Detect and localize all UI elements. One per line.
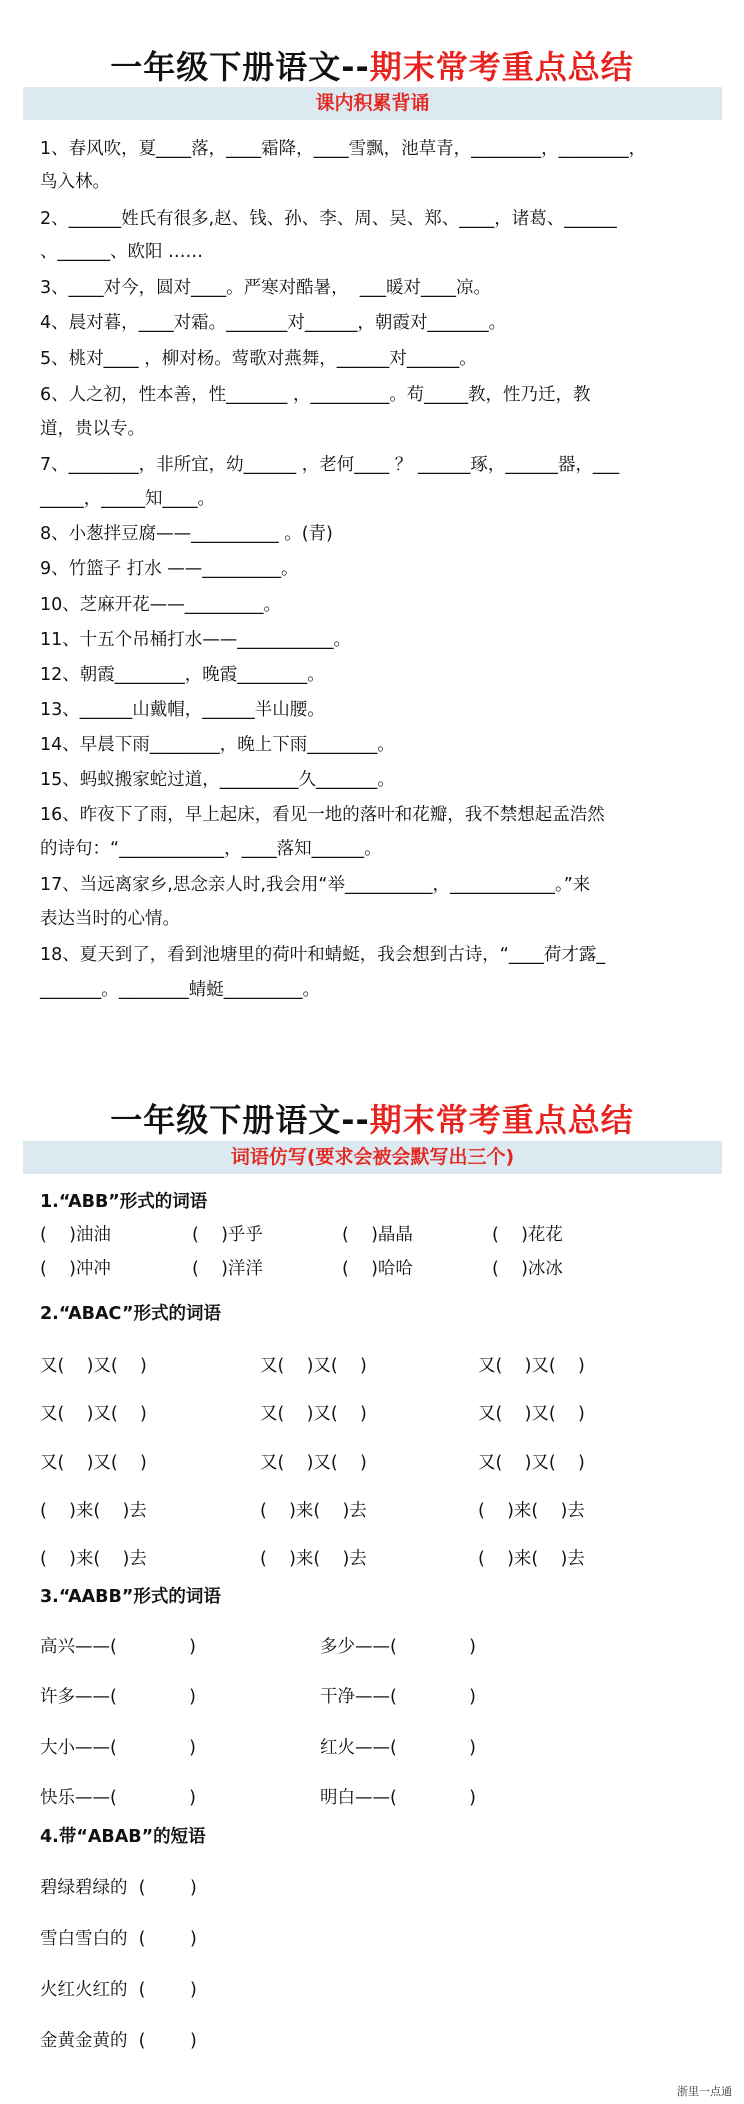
text-line: 5、桃对____ ，柳对杨。莺歌对燕舞，______对______。	[40, 349, 477, 369]
abb-item: ( )花花	[492, 1225, 563, 1245]
text-line: 表达当时的心情。	[40, 909, 180, 929]
text-line: 15、蚂蚁搬家蛇过道，_________久_______。	[40, 770, 395, 790]
abb-item: ( )冰冰	[492, 1259, 563, 1279]
footer-watermark: 浙里一点通	[677, 2085, 732, 2098]
abac-item: ( )来( )去	[40, 1501, 147, 1521]
abac-item: 又( )又( )	[478, 1404, 585, 1424]
aabb-item: 干净——( )	[320, 1687, 476, 1707]
title-black: 一年级下册语文--	[110, 1101, 370, 1139]
text-line: 4、晨对暮，____对霜。_______对______，朝霞对_______。	[40, 313, 507, 333]
abac-item: ( )来( )去	[478, 1549, 585, 1569]
abb-item: ( )洋洋	[192, 1259, 263, 1279]
abac-item: ( )来( )去	[40, 1549, 147, 1569]
aabb-item: 多少——( )	[320, 1637, 476, 1657]
aabb-item: 大小——( )	[40, 1738, 196, 1758]
aabb-item: 许多——( )	[40, 1687, 196, 1707]
text-line: 10、芝麻开花——_________。	[40, 595, 282, 615]
aabb-item: 快乐——( )	[40, 1788, 196, 1808]
text-line: 18、夏天到了，看到池塘里的荷叶和蜻蜓，我会想到古诗，“____荷才露_	[40, 945, 606, 965]
text-line: 9、竹篮子 打水 ——_________。	[40, 559, 299, 579]
text-line: 6、人之初，性本善，性_______ ，_________。苟_____教，性乃迁，教	[40, 385, 591, 405]
section-banner: 词语仿写(要求会被会默写出三个)	[23, 1141, 722, 1174]
abb-item: ( )晶晶	[342, 1225, 413, 1245]
abab-item: 碧绿碧绿的 ( )	[40, 1878, 197, 1898]
abac-item: ( )来( )去	[260, 1549, 367, 1569]
aabb-item: 红火——( )	[320, 1738, 476, 1758]
title-black: 一年级下册语文--	[110, 48, 370, 86]
abb-item: ( )哈哈	[342, 1259, 413, 1279]
abac-item: 又( )又( )	[478, 1356, 585, 1376]
text-line: 12、朝霞________，晚霞________。	[40, 665, 325, 685]
title-red: 期末常考重点总结	[369, 48, 634, 86]
page-title	[0, 1095, 744, 1141]
title-red: 期末常考重点总结	[369, 1101, 634, 1139]
abac-heading: 2.“ABAC”形式的词语	[40, 1304, 221, 1324]
abab-item: 金黄金黄的 ( )	[40, 2031, 197, 2051]
abb-item: ( )冲冲	[40, 1259, 111, 1279]
text-line: 道，贵以专。	[40, 419, 145, 439]
text-line: 3、____对今，圆对____。严寒对酷暑， ___暖对____凉。	[40, 278, 492, 298]
text-line: 8、小葱拌豆腐——__________ 。(青)	[40, 524, 333, 544]
abac-item: 又( )又( )	[260, 1453, 367, 1473]
abb-heading: 1.“ABB”形式的词语	[40, 1192, 208, 1212]
text-line: 2、______姓氏有很多,赵、钱、孙、李、周、吴、郑、____，诸葛、______	[40, 209, 617, 229]
aabb-heading: 3.“AABB”形式的词语	[40, 1587, 221, 1607]
text-line: 鸟入林。	[40, 172, 110, 192]
section-banner: 课内积累背诵	[23, 87, 722, 120]
abab-item: 火红火红的 ( )	[40, 1980, 197, 2000]
text-line: _______。________蜻蜓_________。	[40, 980, 320, 1000]
abb-item: ( )乎乎	[192, 1225, 263, 1245]
text-line: 的诗句：“____________，____落知______。	[40, 839, 382, 859]
aabb-item: 高兴——( )	[40, 1637, 196, 1657]
abac-item: 又( )又( )	[260, 1404, 367, 1424]
abb-item: ( )油油	[40, 1225, 111, 1245]
abab-item: 雪白雪白的 ( )	[40, 1929, 197, 1949]
abac-item: 又( )又( )	[478, 1453, 585, 1473]
abac-item: ( )来( )去	[260, 1501, 367, 1521]
text-line: 16、昨夜下了雨，早上起床，看见一地的落叶和花瓣，我不禁想起孟浩然	[40, 805, 605, 825]
text-line: _____，_____知____。	[40, 489, 215, 509]
page-title	[0, 42, 744, 88]
text-line: 11、十五个吊桶打水——___________。	[40, 630, 352, 650]
aabb-item: 明白——( )	[320, 1788, 476, 1808]
abac-item: 又( )又( )	[40, 1356, 147, 1376]
text-line: 17、当远离家乡,思念亲人时,我会用“举__________，____________。”来	[40, 875, 591, 895]
text-line: 1、春风吹，夏____落，____霜降，____雪飘，池草青，________，________，	[40, 139, 647, 159]
abab-heading: 4.带“ABAB”的短语	[40, 1827, 206, 1847]
text-line: 、______、欧阳 ……	[40, 242, 204, 262]
abac-item: 又( )又( )	[40, 1404, 147, 1424]
abac-item: ( )来( )去	[478, 1501, 585, 1521]
text-line: 7、________，非所宜，幼______ ，老何____ ？ ______琢，______器，___	[40, 455, 620, 475]
text-line: 14、早晨下雨________，晚上下雨________。	[40, 735, 395, 755]
abac-item: 又( )又( )	[260, 1356, 367, 1376]
text-line: 13、______山戴帽，______半山腰。	[40, 700, 325, 720]
abac-item: 又( )又( )	[40, 1453, 147, 1473]
